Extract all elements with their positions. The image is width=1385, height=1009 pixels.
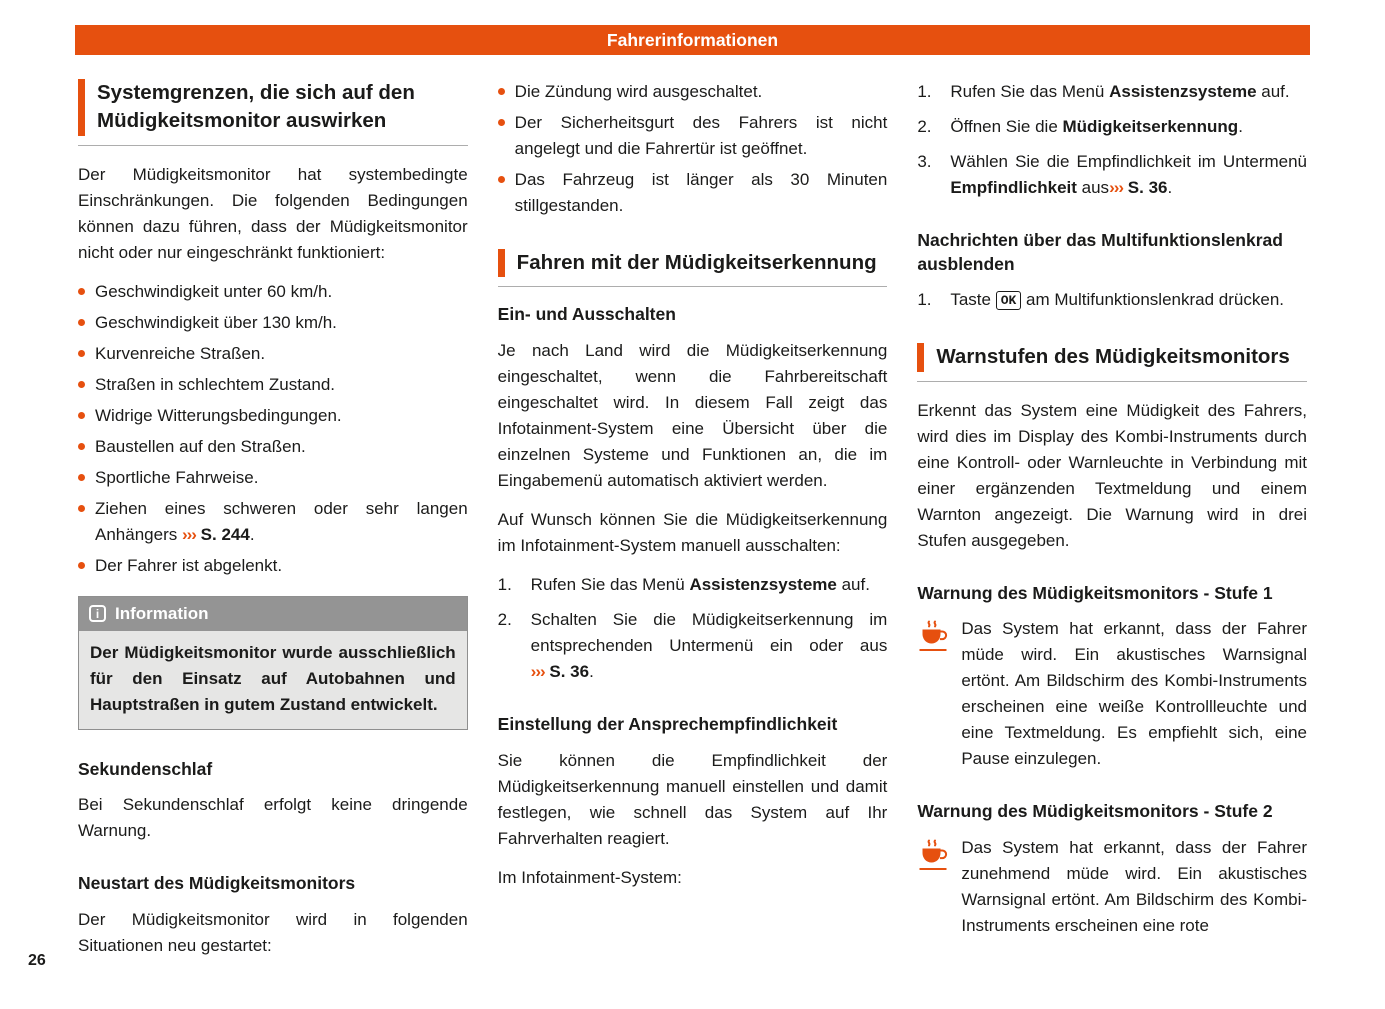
cross-reference-link[interactable]	[531, 662, 589, 681]
step-item	[917, 114, 1307, 140]
paragraph: Der Müdigkeitsmonitor wird in folgenden Situationen neu gestartet:	[78, 909, 468, 955]
sensitivity-steps-list	[917, 79, 1307, 201]
list-item	[498, 79, 888, 105]
step-text	[950, 79, 1307, 105]
list-item	[78, 434, 468, 460]
section-title: Warnstufen des Müdigkeitsmonitors	[917, 343, 1307, 371]
paragraph: Erkennt das System eine Müdigkeit des Fahrers, wird dies im Display des Kombi-Instruments durch eine Kontroll- oder Warnleuchte in Verbindung mit einer ergänzenden Textmeldung und einem Warnton angezeigt. Die Warnung wird in drei Stufen ausgegeben.	[917, 400, 1308, 550]
list-item	[78, 310, 468, 336]
menu-name: Assistenzsysteme	[1109, 82, 1257, 101]
subheading-neustart: Neustart des Müdigkeitsmonitors	[78, 873, 356, 894]
limitations-list	[78, 279, 468, 579]
paragraph: Im Infotainment-System:	[497, 867, 682, 887]
step-number: 2.	[917, 117, 932, 136]
list-item	[78, 341, 468, 367]
information-box-body: Der Müdigkeitsmonitor wurde ausschließlich für den Einsatz auf Autobahnen und Hauptstraßen in gutem Zustand entwickelt.	[79, 631, 467, 729]
text-segment: Rufen Sie das Menü	[950, 82, 1110, 101]
section-heading-warnstufen	[917, 343, 1307, 381]
text-segment: Wählen Sie die Empfindlichkeit im Untermenü	[950, 152, 1308, 171]
list-item-text: Sportliche Fahrweise.	[95, 467, 259, 487]
cross-reference-link[interactable]	[182, 525, 250, 544]
text-segment: Öffnen Sie die	[950, 117, 1063, 136]
step-number: 3.	[917, 152, 932, 171]
list-item-text: Widrige Witterungsbedingungen.	[95, 405, 342, 425]
subheading-warnstufe-1: Warnung des Müdigkeitsmonitors - Stufe 1	[917, 582, 1273, 603]
list-item	[78, 496, 468, 548]
paragraph-intro: Der Müdigkeitsmonitor hat systembedingte Einschränkungen. Die folgenden Bedingungen können dazu führen, dass der Müdigkeitsmonitor nicht oder nur eingeschränkt funktioniert:	[78, 164, 468, 262]
menu-name: Empfindlichkeit	[950, 178, 1077, 197]
list-item	[78, 372, 468, 398]
text-segment: Schalten Sie die Müdigkeitserkennung im entsprechenden Untermenü ein oder aus	[530, 609, 888, 655]
list-item-text: Der Sicherheitsgurt des Fahrers ist nicht angelegt und die Fahrertür ist geöffnet.	[514, 113, 888, 158]
step-item	[917, 287, 1307, 313]
coffee-cup-icon	[917, 616, 950, 772]
information-box-header	[79, 597, 467, 631]
hide-message-steps-list	[917, 287, 1307, 313]
list-item-text: Geschwindigkeit unter 60 km/h.	[95, 281, 333, 301]
text-segment: .	[589, 661, 594, 681]
steps-list	[498, 572, 888, 685]
cross-reference-page: S. 244	[200, 524, 250, 544]
step-text	[950, 149, 1307, 201]
restart-conditions-list	[498, 79, 888, 219]
list-item-text: Baustellen auf den Straßen.	[95, 436, 306, 456]
cross-reference-link[interactable]	[1109, 178, 1167, 197]
text-segment: aus	[1076, 178, 1110, 197]
step-item	[498, 607, 888, 685]
manual-page	[0, 25, 1385, 1009]
list-item-text: Kurvenreiche Straßen.	[95, 343, 266, 363]
page-header-title: Fahrerinformationen	[606, 30, 779, 50]
stage-description: Das System hat erkannt, dass der Fahrer zunehmend müde wird. Ein akustisches Warnsignal ertönt. Am Bildschirm des Kombi-Instruments erscheinen eine rote	[961, 837, 1308, 935]
list-item-text: Ziehen eines schweren oder sehr langen Anhängers	[95, 498, 468, 544]
list-item-text: Das Fahrzeug ist länger als 30 Minuten stillgestanden.	[514, 170, 888, 215]
information-box	[78, 596, 468, 730]
step-number: 1.	[917, 82, 932, 101]
step-item	[917, 79, 1307, 105]
triple-chevron-icon: ›››	[1109, 178, 1124, 197]
step-text	[950, 287, 1307, 313]
text-segment: Taste	[950, 290, 996, 310]
list-item-text: Geschwindigkeit über 130 km/h.	[95, 312, 337, 332]
triple-chevron-icon: ›››	[181, 524, 196, 544]
coffee-cup-icon	[917, 835, 950, 939]
menu-name: Müdigkeitserkennung	[1062, 117, 1239, 136]
step-item	[917, 149, 1307, 201]
content-columns	[78, 79, 1307, 959]
text-segment: auf.	[1256, 82, 1290, 101]
paragraph: Sie können die Empfindlichkeit der Müdigkeitserkennung manuell einstellen und damit festlegen, wie schnell das System auf Ihr Fahrverhalten reagiert.	[497, 750, 888, 848]
triple-chevron-icon: ›››	[530, 661, 545, 681]
text-segment: am Multifunktionslenkrad drücken.	[1021, 290, 1284, 310]
information-box-title: Information	[115, 603, 209, 623]
subheading-ein-ausschalten: Ein- und Ausschalten	[497, 304, 676, 325]
page-number: 26	[28, 951, 46, 969]
list-item	[78, 465, 468, 491]
subheading-nachrichten-ausblenden: Nachrichten über das Multifunktionslenkrad ausblenden	[917, 230, 1283, 274]
information-icon: i	[89, 605, 106, 622]
step-text	[531, 607, 888, 685]
text-segment: Rufen Sie das Menü	[530, 574, 690, 594]
list-item-text: Die Zündung wird ausgeschaltet.	[514, 82, 763, 101]
page-header-bar	[75, 25, 1310, 55]
column-right	[917, 79, 1307, 959]
step-number: 1.	[917, 290, 932, 310]
menu-name: Assistenzsysteme	[689, 574, 837, 594]
paragraph: Je nach Land wird die Müdigkeitserkennung eingeschaltet, wenn die Fahrbereitschaft eingeschaltet wird. In diesem Fall zeigt das Infotainment-System eine Übersicht über die einzelnen Systeme und Funktionen an, die im Eingabemenü automatisch aktiviert werden.	[497, 340, 888, 490]
list-item	[498, 110, 888, 162]
step-text	[950, 114, 1307, 140]
text-segment: .	[1238, 117, 1243, 136]
cross-reference-page: S. 36	[1127, 178, 1168, 197]
text-segment: .	[1167, 178, 1173, 197]
warning-stage-1	[917, 616, 1307, 772]
ok-key-icon: OK	[996, 291, 1022, 310]
stage-description: Das System hat erkannt, dass der Fahrer müde wird. Ein akustisches Warnsignal ertönt. Am Bildschirm des Kombi-Instruments erscheinen eine weiße Kontrollleuchte und eine Textmeldung. Es empfiehlt sich, eine Pause einzulegen.	[961, 619, 1308, 769]
subheading-warnstufe-2: Warnung des Müdigkeitsmonitors - Stufe 2	[917, 801, 1273, 822]
section-title: Fahren mit der Müdigkeitserkennung	[498, 249, 888, 277]
section-heading-systemgrenzen	[78, 79, 468, 146]
list-item-text: Der Fahrer ist abgelenkt.	[95, 555, 283, 575]
list-item-text: Straßen in schlechtem Zustand.	[95, 374, 336, 394]
section-heading-fahren	[498, 249, 888, 287]
column-left	[78, 79, 468, 959]
section-title: Systemgrenzen, die sich auf den Müdigkeitsmonitor auswirken	[78, 79, 468, 136]
list-item	[78, 553, 468, 579]
list-item	[78, 403, 468, 429]
warning-stage-2	[917, 835, 1307, 939]
step-number: 1.	[497, 574, 512, 594]
step-text	[531, 572, 888, 598]
step-item	[498, 572, 888, 598]
subheading-sekundenschlaf: Sekundenschlaf	[78, 758, 213, 779]
subheading-ansprechempfindlichkeit: Einstellung der Ansprechempfindlichkeit	[497, 713, 838, 734]
list-item	[498, 167, 888, 219]
column-middle	[498, 79, 888, 959]
step-number: 2.	[497, 609, 512, 629]
paragraph: Auf Wunsch können Sie die Müdigkeitserkennung im Infotainment-System manuell ausschalten:	[497, 509, 888, 555]
text-segment: auf.	[836, 574, 870, 594]
list-item	[78, 279, 468, 305]
paragraph: Bei Sekundenschlaf erfolgt keine dringende Warnung.	[78, 795, 468, 841]
cross-reference-page: S. 36	[549, 661, 590, 681]
list-item-text: .	[249, 524, 255, 544]
